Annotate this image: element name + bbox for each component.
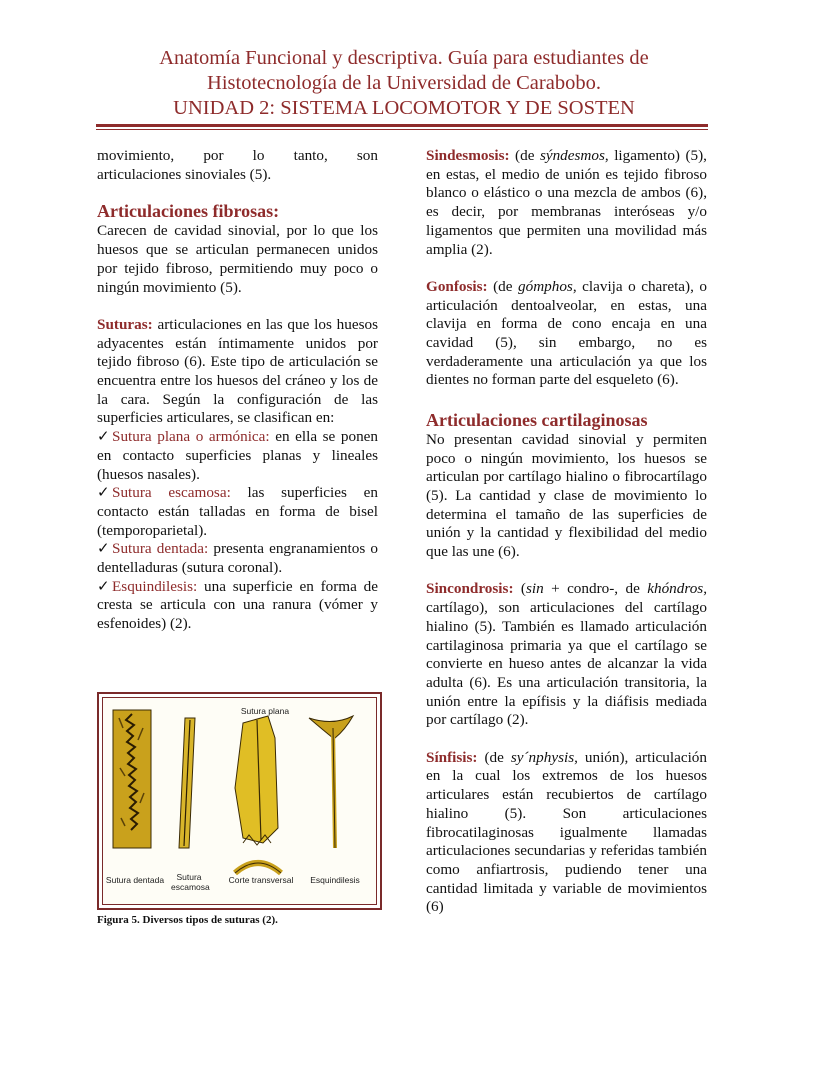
sinfisis-pre: (de bbox=[477, 748, 511, 766]
figure-panel bbox=[102, 697, 377, 905]
gonfosis-paragraph bbox=[426, 278, 707, 390]
item-term: Esquindilesis: bbox=[112, 577, 198, 595]
sindesmosis-paragraph bbox=[426, 147, 707, 259]
sincondrosis-pre: ( bbox=[513, 580, 526, 598]
list-item bbox=[97, 428, 378, 484]
sindesmosis-term: Sindesmosis: bbox=[426, 147, 510, 164]
list-item bbox=[97, 484, 378, 540]
sincondrosis-term: Sincondrosis: bbox=[426, 580, 514, 598]
header-line-3: UNIDAD 2: SISTEMA LOCOMOTOR Y DE SOSTEN bbox=[173, 97, 635, 119]
heading-cartilaginosas: Articulaciones cartilaginosas bbox=[426, 409, 648, 430]
sindesmosis-greek: sýndesmos bbox=[539, 147, 605, 164]
left-column bbox=[97, 147, 378, 634]
suturas-paragraph bbox=[97, 316, 378, 428]
list-item bbox=[97, 578, 378, 634]
gonfosis-greek: gómphos bbox=[518, 277, 573, 295]
sincondrosis-greek-1: sin bbox=[525, 580, 544, 598]
right-column bbox=[426, 147, 707, 917]
header-divider bbox=[96, 124, 708, 127]
gonfosis-term: Gonfosis: bbox=[426, 277, 488, 295]
suturas-figure bbox=[97, 692, 382, 910]
suturas-text: articulaciones en las que los huesos adyacentes están íntimamente unidos por tejido fibroso (6). Este tipo de articulación se encuentra entre los huesos del cráneo y los de la cara. Según la configuración de las superficies articulares, se clasifican en: bbox=[97, 315, 378, 427]
suturas-term: Suturas: bbox=[97, 315, 153, 333]
label-corte-transversal: Corte transversal bbox=[228, 875, 294, 885]
sindesmosis-text: , ligamento) (5), en estas, el medio de unión es tejido fibroso blanco o elástico o una mezcla de ambos (6), es decir, por membranas interóseas y/o ligamentos que permiten una movilidad más amplia (2). bbox=[426, 147, 707, 258]
escamosa-illustration bbox=[179, 718, 195, 848]
figure-caption: Figura 5. Diversos tipos de suturas (2). bbox=[97, 914, 278, 926]
sindesmosis-pre: (de bbox=[509, 147, 540, 164]
list-item bbox=[97, 540, 378, 577]
label-sutura-dentada: Sutura dentada bbox=[105, 875, 165, 885]
fibrosas-paragraph: Carecen de cavidad sinovial, por lo que los huesos que se articulan permanecen unidos por tejido fibroso, permitiendo muy poco o ningún movimiento (5). bbox=[97, 222, 378, 296]
intro-line-1: movimiento, por lo tanto, son bbox=[97, 147, 378, 164]
label-sutura-escamosa: Sutura escamosa bbox=[171, 872, 210, 892]
plana-illustration bbox=[235, 716, 278, 845]
corte-transversal-illustration bbox=[235, 863, 281, 873]
item-text: en ella se ponen en contacto superficies planas y lineales (huesos nasales). bbox=[97, 428, 378, 483]
item-term: Sutura dentada: bbox=[112, 540, 209, 558]
gonfosis-pre: (de bbox=[487, 277, 518, 295]
item-text: una superficie en forma de cresta se articula con una ranura (vómer y esfenoides) (2). bbox=[97, 577, 378, 633]
page-header bbox=[96, 46, 712, 121]
checkmark-icon: ✓ bbox=[97, 484, 110, 502]
item-text: presenta engranamientos o dentelladuras (sutura coronal). bbox=[97, 540, 378, 577]
checkmark-icon: ✓ bbox=[97, 577, 110, 595]
heading-fibrosas: Articulaciones fibrosas: bbox=[97, 201, 280, 222]
sincondrosis-text: , cartílago), son articulaciones del cartílago hialino (5). También es llamado articulación cartilaginosa primaria ya que el cartílago se convierte en hueso antes de alcanzar la vida adulta (6). Es una articulación transitoria, la unión entre la epífisis y la diáfisis mediada por cartílago (2). bbox=[426, 580, 707, 729]
label-esquindilesis: Esquindilesis bbox=[310, 875, 360, 885]
sincondrosis-mid: + condro-, de bbox=[543, 580, 648, 598]
sinfisis-term: Sínfisis: bbox=[426, 748, 478, 766]
item-text: las superficies en contacto están talladas en forma de bisel (temporoparietal). bbox=[97, 484, 378, 539]
checkmark-icon: ✓ bbox=[97, 428, 110, 446]
item-term: Sutura plana o armónica: bbox=[112, 428, 270, 446]
header-divider-thin bbox=[96, 129, 708, 130]
sinfisis-paragraph bbox=[426, 749, 707, 917]
sinfisis-greek: sy´nphysis bbox=[510, 748, 575, 766]
esquindilesis-illustration bbox=[309, 716, 353, 848]
cartilaginosas-paragraph: No presentan cavidad sinovial y permiten poco o ningún movimiento, los huesos se articulan por cartílago hialino o fibrocartílago (5). La cantidad y clase de movimiento lo determina el tamaño de las superficies de unión y la cantidad y flexibilidad del medio que las une (6). bbox=[426, 430, 707, 561]
label-sutura-plana: Sutura plana bbox=[240, 706, 290, 716]
intro-line-2: articulaciones sinoviales (5). bbox=[97, 165, 272, 183]
sincondrosis-paragraph bbox=[426, 580, 707, 730]
header-line-1: Anatomía Funcional y descriptiva. Guía para estudiantes de bbox=[159, 47, 649, 69]
checkmark-icon: ✓ bbox=[97, 540, 110, 558]
item-term: Sutura escamosa: bbox=[112, 484, 231, 502]
sinfisis-text: , unión), articulación en la cual los extremos de los huesos articulares están recubiertos de cartílago hialino (5). Son articulaciones fibrocatilaginosas igualmente llamadas articulaciones secundarias y referidas también como anfiartrosis, pudiendo tener una cantidad limitada y variable de movimientos (6) bbox=[426, 748, 707, 916]
sincondrosis-greek-2: khóndros bbox=[647, 580, 704, 598]
header-line-2: Histotecnología de la Universidad de Carabobo. bbox=[207, 72, 601, 94]
dentada-illustration bbox=[113, 710, 151, 848]
gonfosis-text: , clavija o chareta), o articulación dentoalveolar, en estas, una clavija en forma de cono encaja en una cavidad (5), sin embargo, no es verdaderamente una articulación ya que los dientes no forman parte del esqueleto (6). bbox=[426, 277, 707, 389]
